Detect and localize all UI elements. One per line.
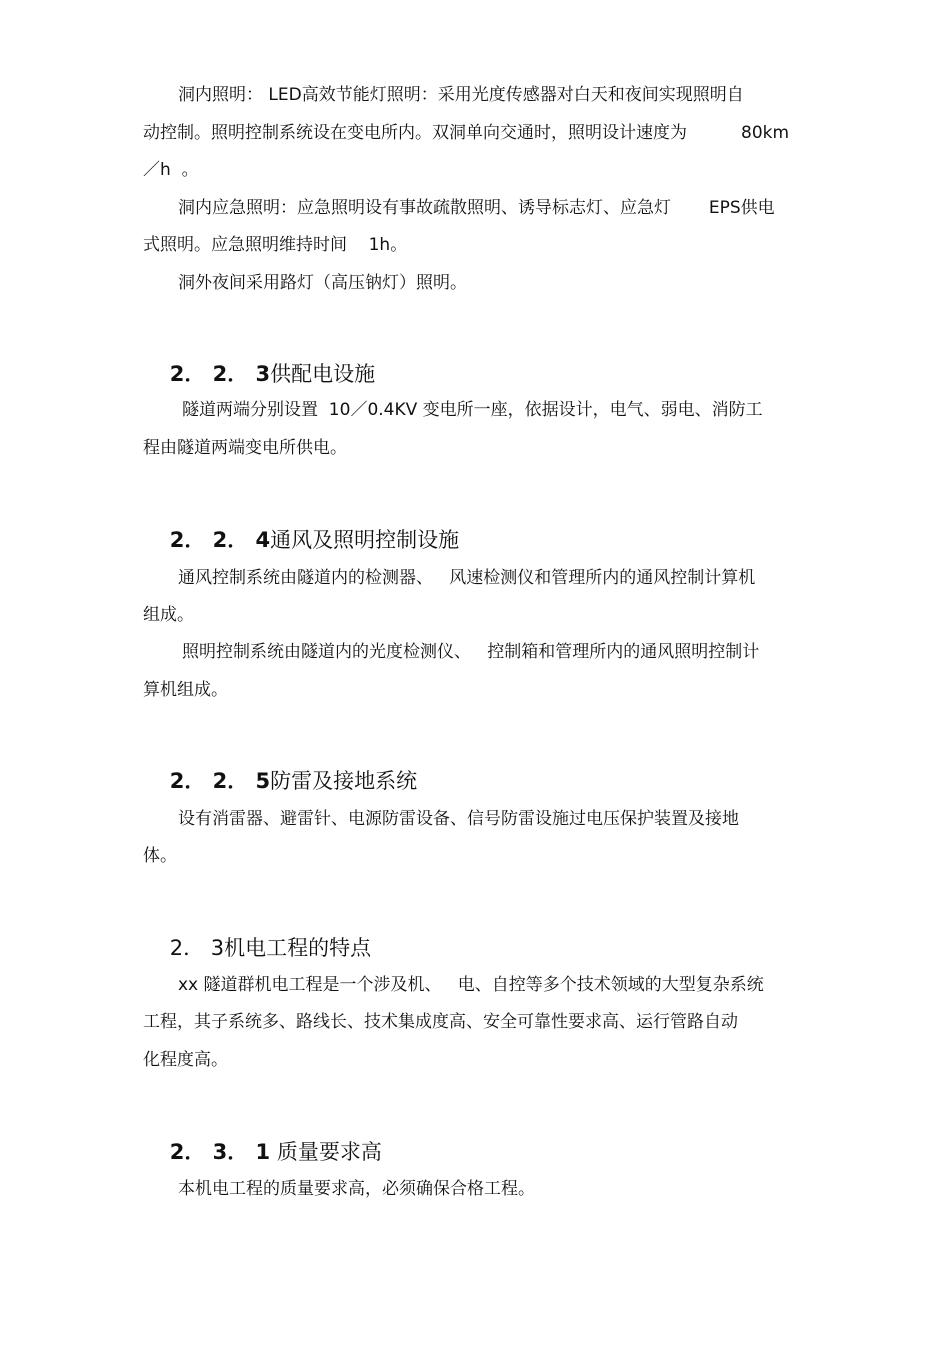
paragraph-line: 洞内应急照明：应急照明设有事故疏散照明、诱导标志灯、应急灯 EPS供电 xyxy=(178,198,775,218)
paragraph-line: 式照明。应急照明维持时间 1h。 xyxy=(143,235,408,255)
section-number: 2． 3 xyxy=(169,936,225,960)
paragraph-line: 本机电工程的质量要求高，必须确保合格工程。 xyxy=(178,1179,535,1199)
paragraph-line: 工程，其子系统多、路线长、技术集成度高、安全可靠性要求高、运行管路自动 xyxy=(143,1012,738,1032)
paragraph-line: 化程度高。 xyxy=(143,1050,228,1070)
section-title: 供配电设施 xyxy=(270,362,376,386)
paragraph-line: 体。 xyxy=(143,846,177,866)
section-number: 2． 2． 3 xyxy=(169,362,271,386)
paragraph-line: 洞外夜间采用路灯（高压钠灯）照明。 xyxy=(178,273,467,293)
paragraph-line: 隧道两端分别设置 10／0.4KV 变电所一座，依据设计，电气、弱电、消防工 xyxy=(182,400,763,420)
paragraph-line: 动控制。照明控制系统设在变电所内。双洞单向交通时，照明设计速度为 80km xyxy=(143,123,790,143)
section-number: 2． 3． 1 xyxy=(169,1140,271,1164)
paragraph-line: 程由隧道两端变电所供电。 xyxy=(143,438,347,458)
paragraph-line: 照明控制系统由隧道内的光度检测仪、 控制箱和管理所内的通风照明控制计 xyxy=(182,642,760,662)
paragraph-line: 组成。 xyxy=(143,605,194,625)
paragraph-line: 通风控制系统由隧道内的检测器、 风速检测仪和管理所内的通风控制计算机 xyxy=(178,568,756,588)
paragraph-line: 设有消雷器、避雷针、电源防雷设备、信号防雷设施过电压保护装置及接地 xyxy=(178,809,739,829)
section-title: 机电工程的特点 xyxy=(224,936,372,960)
section-number: 2． 2． 5 xyxy=(169,769,271,793)
section-title: 质量要求高 xyxy=(270,1140,382,1164)
paragraph-line: 算机组成。 xyxy=(143,680,228,700)
section-title: 防雷及接地系统 xyxy=(270,769,418,793)
paragraph-line: xx 隧道群机电工程是一个涉及机、 电、自控等多个技术领域的大型复杂系统 xyxy=(178,975,764,995)
paragraph-line: 洞内照明： LED高效节能灯照明：采用光度传感器对白天和夜间实现照明自 xyxy=(178,85,744,105)
section-number: 2． 2． 4 xyxy=(169,528,271,552)
paragraph-line: ／h 。 xyxy=(143,160,199,180)
section-title: 通风及照明控制设施 xyxy=(270,528,460,552)
